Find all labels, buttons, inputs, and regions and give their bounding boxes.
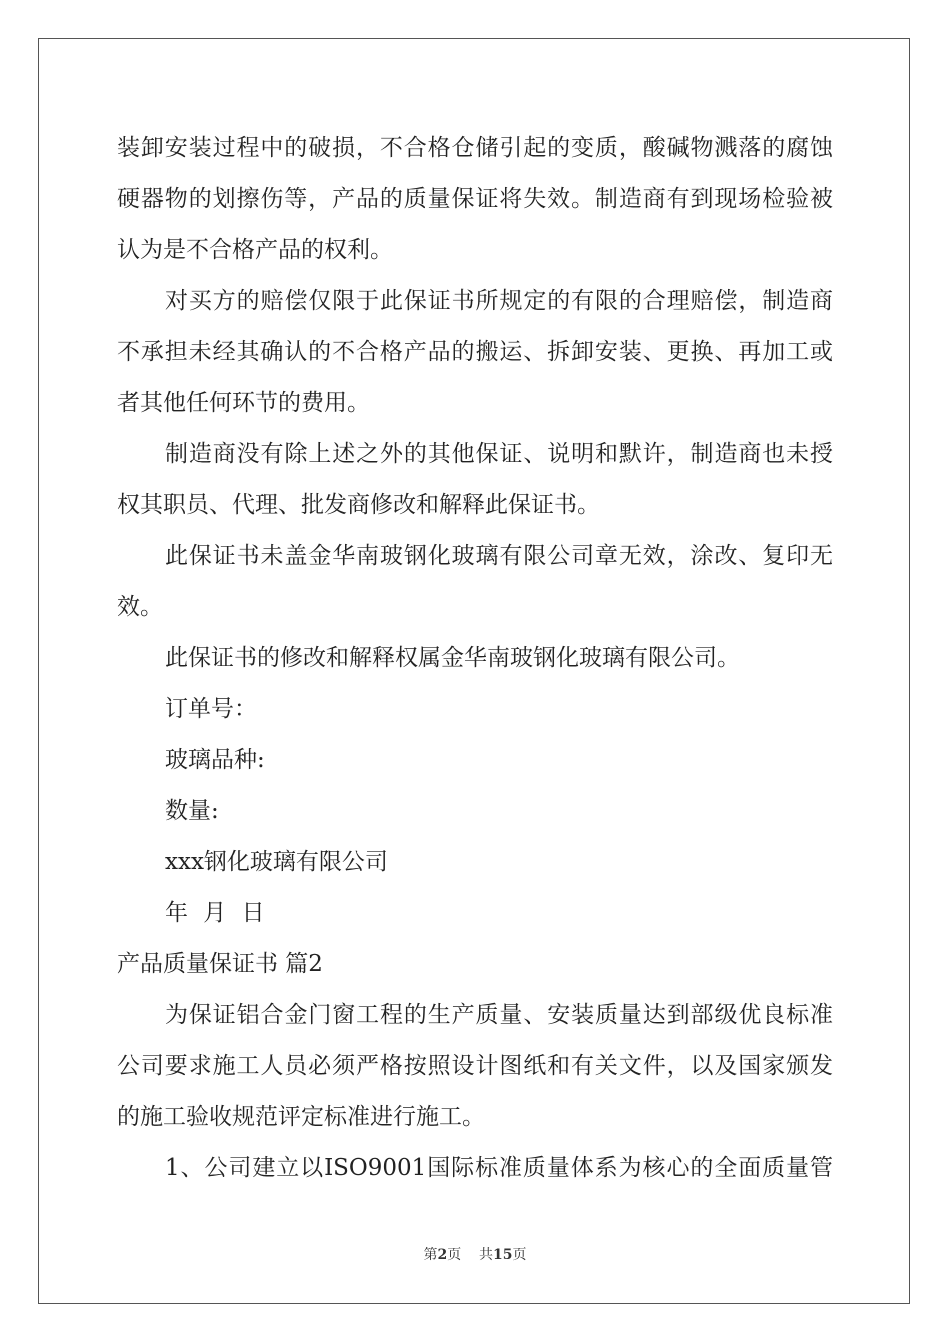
paragraph-line: 制造商没有除上述之外的其他保证、说明和默许，制造商也未授 xyxy=(165,441,833,467)
date-line: 年 月 日 xyxy=(165,900,265,926)
paragraph-line: 对买方的赔偿仅限于此保证书所规定的有限的合理赔偿，制造商 xyxy=(165,288,833,314)
quantity-label: 数量: xyxy=(165,798,219,824)
paragraph-line: 为保证铝合金门窗工程的生产质量、安装质量达到部级优良标准 xyxy=(165,1002,833,1028)
paragraph-line: 认为是不合格产品的权利。 xyxy=(117,237,393,263)
paragraph-line: 公司要求施工人员必须严格按照设计图纸和有关文件，以及国家颁发 xyxy=(117,1053,833,1079)
paragraph-line: 此保证书未盖金华南玻钢化玻璃有限公司章无效，涂改、复印无 xyxy=(165,543,833,569)
page-number: 2 xyxy=(437,1247,448,1263)
paragraph-line: 装卸安装过程中的破损，不合格仓储引起的变质，酸碱物溅落的腐蚀 xyxy=(117,135,833,161)
total-suffix: 页 xyxy=(512,1247,527,1263)
order-number-label: 订单号： xyxy=(165,696,257,722)
paragraph-line: 者其他任何环节的费用。 xyxy=(117,390,370,416)
paragraph-line: 硬器物的划擦伤等，产品的质量保证将失效。制造商有到现场检验被 xyxy=(117,186,833,212)
paragraph-line: 1、公司建立以ISO9001国际标准质量体系为核心的全面质量管 xyxy=(165,1155,833,1181)
paragraph-line: 效。 xyxy=(117,594,163,620)
total-prefix: 共 xyxy=(479,1247,494,1263)
page-suffix: 页 xyxy=(447,1247,462,1263)
page-footer xyxy=(0,1245,950,1265)
paragraph-line: 不承担未经其确认的不合格产品的搬运、拆卸安装、更换、再加工或 xyxy=(117,339,833,365)
paragraph-line: 的施工验收规范评定标准进行施工。 xyxy=(117,1104,485,1130)
section-heading: 产品质量保证书 篇2 xyxy=(117,951,323,977)
total-pages: 15 xyxy=(493,1247,513,1263)
company-name: xxx钢化玻璃有限公司 xyxy=(165,849,388,875)
paragraph-line: 权其职员、代理、批发商修改和解释此保证书。 xyxy=(117,492,600,518)
page-prefix: 第 xyxy=(423,1247,438,1263)
glass-type-label: 玻璃品种: xyxy=(165,747,265,773)
paragraph-line: 此保证书的修改和解释权属金华南玻钢化玻璃有限公司。 xyxy=(165,645,740,671)
